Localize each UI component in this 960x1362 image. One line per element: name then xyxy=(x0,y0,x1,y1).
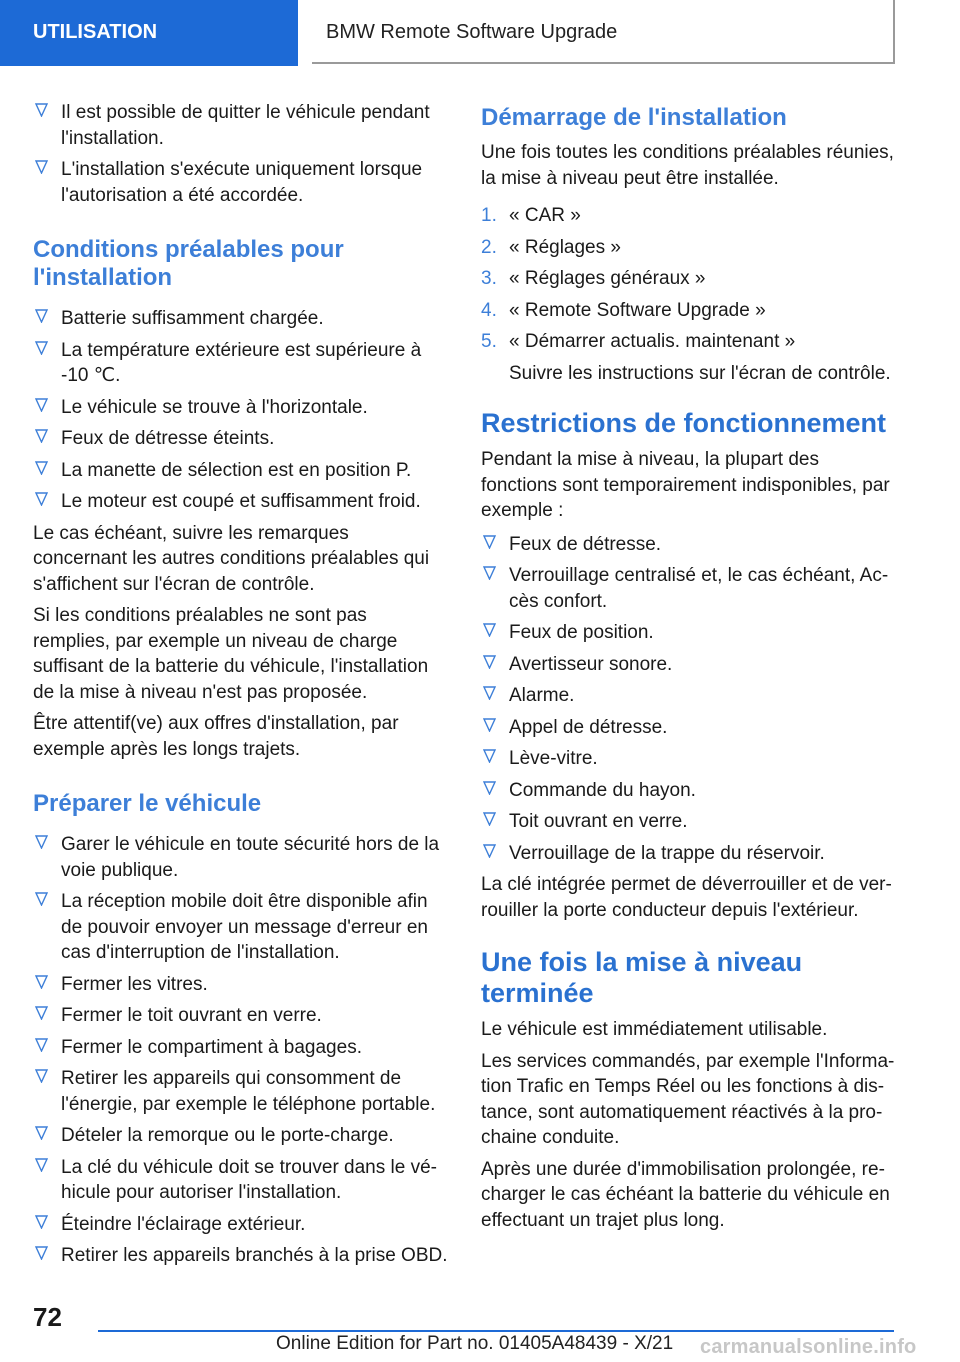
conditions-bullet-list xyxy=(33,306,448,515)
triangle-bullet-icon xyxy=(35,975,49,993)
list-item: Lève-vitre. xyxy=(481,746,899,772)
start-followup: Suivre les instructions sur l'écran de contrôle. xyxy=(509,362,891,384)
conditions-paragraph: Si les conditions préalables ne sont pas remplies, par exemple un niveau de charge suffisant de la batterie du véhicule, l'installation de la mise à niveau n'est pas proposée. xyxy=(33,605,429,703)
list-item: Verrouillage de la trappe du réservoir. xyxy=(481,841,899,867)
list-item: Retirer les appareils qui consomment de l'énergie, par exemple le téléphone portable. xyxy=(33,1066,448,1117)
triangle-bullet-icon xyxy=(483,718,497,736)
done-heading: Une fois la mise à niveau terminée xyxy=(481,947,803,1008)
start-steps-list xyxy=(481,203,899,355)
list-item: 1. « CAR » xyxy=(481,203,899,229)
step-number: 4. xyxy=(481,299,497,321)
restrictions-intro: Pendant la mise à niveau, la plupart des fonctions sont temporairement indisponibles, par exemple : xyxy=(481,449,890,521)
conditions-heading: Conditions préalables pour l'installation xyxy=(33,236,344,291)
done-paragraph: Les services commandés, par exemple l'Information Trafic en Temps Réel ou les fonctions à distance, sont automatiquement réactivés à la prochaine conduite. xyxy=(481,1050,895,1148)
page-title: BMW Remote Software Upgrade xyxy=(312,0,895,64)
prepare-heading: Préparer le véhicule xyxy=(33,790,262,817)
triangle-bullet-icon xyxy=(35,1038,49,1056)
list-item: 3. « Réglages généraux » xyxy=(481,266,899,292)
list-item: 2. « Réglages » xyxy=(481,235,899,261)
step-number: 3. xyxy=(481,268,497,289)
list-item: Il est possible de quitter le véhicule pendant l'installation. xyxy=(33,100,448,151)
list-item: Le véhicule se trouve à l'horizontale. xyxy=(33,395,448,421)
triangle-bullet-icon xyxy=(35,429,49,447)
list-item: Batterie suffisamment chargée. xyxy=(33,306,448,332)
list-item: Verrouillage centralisé et, le cas échéant, Accès confort. xyxy=(481,563,899,614)
triangle-bullet-icon xyxy=(35,1158,49,1176)
list-item: Feux de détresse. xyxy=(481,532,899,558)
triangle-bullet-icon xyxy=(35,341,49,359)
step-number: 2. xyxy=(481,236,497,258)
list-item: 4. « Remote Software Upgrade » xyxy=(481,298,899,324)
list-item: La température extérieure est supérieure à -10 ℃. xyxy=(33,338,448,389)
triangle-bullet-icon xyxy=(483,781,497,799)
list-item: Fermer le toit ouvrant en verre. xyxy=(33,1003,448,1029)
conditions-paragraph: Être attentif(ve) aux offres d'installation, par exemple après les longs trajets. xyxy=(33,713,399,760)
watermark-logo: carmanualsonline.info xyxy=(700,1336,917,1358)
prepare-bullet-list xyxy=(33,832,448,1269)
left-column xyxy=(33,100,448,1275)
triangle-bullet-icon xyxy=(483,844,497,862)
triangle-bullet-icon xyxy=(483,535,497,553)
triangle-bullet-icon xyxy=(483,812,497,830)
step-number: 5. xyxy=(481,331,497,352)
list-item: La réception mobile doit être disponible afin de pouvoir envoyer un message d'erreur en cas d'interruption de l'installation. xyxy=(33,889,448,966)
restrictions-bullet-list xyxy=(481,532,899,867)
list-item: Fermer les vitres. xyxy=(33,972,448,998)
list-item: Alarme. xyxy=(481,683,899,709)
start-intro: Une fois toutes les conditions préalables réunies, la mise à niveau peut être installée. xyxy=(481,142,894,189)
list-item: 5. « Démarrer actualis. maintenant » xyxy=(481,329,899,355)
triangle-bullet-icon xyxy=(35,1246,49,1264)
list-item: Garer le véhicule en toute sécurité hors de la voie publique. xyxy=(33,832,448,883)
triangle-bullet-icon xyxy=(35,103,49,121)
right-column xyxy=(481,100,899,1239)
list-item: Appel de détresse. xyxy=(481,715,899,741)
section-underline xyxy=(0,64,298,66)
triangle-bullet-icon xyxy=(35,398,49,416)
footer-edition: Online Edition for Part no. 01405A48439 - X/21 xyxy=(276,1333,674,1354)
done-paragraph: Après une durée d'immobilisation prolongée, recharger le cas échéant la batterie du véhicule en effectuant un trajet plus long. xyxy=(481,1158,890,1231)
list-item: Le moteur est coupé et suffisamment froid. xyxy=(33,489,448,515)
list-item: Feux de position. xyxy=(481,620,899,646)
triangle-bullet-icon xyxy=(483,686,497,704)
triangle-bullet-icon xyxy=(483,566,497,584)
list-item: Fermer le compartiment à bagages. xyxy=(33,1035,448,1061)
list-item: Feux de détresse éteints. xyxy=(33,426,448,452)
list-item: L'installation s'exécute uniquement lorsque l'autorisation a été accordée. xyxy=(33,157,448,208)
section-tab: UTILISATION xyxy=(0,0,298,64)
done-paragraph: Le véhicule est immédiatement utilisable. xyxy=(481,1019,828,1040)
list-item: Retirer les appareils branchés à la prise OBD. xyxy=(33,1243,448,1269)
list-item: Dételer la remorque ou le porte-charge. xyxy=(33,1123,448,1149)
list-item: La manette de sélection est en position P. xyxy=(33,458,448,484)
triangle-bullet-icon xyxy=(35,1126,49,1144)
triangle-bullet-icon xyxy=(483,749,497,767)
triangle-bullet-icon xyxy=(35,492,49,510)
start-heading: Démarrage de l'installation xyxy=(481,104,787,131)
triangle-bullet-icon xyxy=(35,892,49,910)
list-item: Avertisseur sonore. xyxy=(481,652,899,678)
triangle-bullet-icon xyxy=(35,461,49,479)
triangle-bullet-icon xyxy=(483,623,497,641)
footer-rule xyxy=(98,1330,894,1332)
intro-bullet-list xyxy=(33,100,448,208)
triangle-bullet-icon xyxy=(35,1215,49,1233)
restrictions-heading: Restrictions de fonctionnement xyxy=(481,408,887,438)
step-number: 1. xyxy=(481,205,497,226)
list-item: La clé du véhicule doit se trouver dans le véhicule pour autoriser l'installation. xyxy=(33,1155,448,1206)
list-item: Éteindre l'éclairage extérieur. xyxy=(33,1212,448,1238)
conditions-paragraph: Le cas échéant, suivre les remarques concernant les autres conditions préalables qui s'affichent sur l'écran de contrôle. xyxy=(33,522,430,595)
page-number: 72 xyxy=(33,1302,62,1332)
triangle-bullet-icon xyxy=(35,1006,49,1024)
triangle-bullet-icon xyxy=(35,160,49,178)
restrictions-note: La clé intégrée permet de déverrouiller et de verrouiller la porte conducteur depuis l'extérieur. xyxy=(481,874,892,921)
triangle-bullet-icon xyxy=(35,835,49,853)
list-item: Commande du hayon. xyxy=(481,778,899,804)
list-item: Toit ouvrant en verre. xyxy=(481,809,899,835)
triangle-bullet-icon xyxy=(35,1069,49,1087)
triangle-bullet-icon xyxy=(35,309,49,327)
triangle-bullet-icon xyxy=(483,655,497,673)
